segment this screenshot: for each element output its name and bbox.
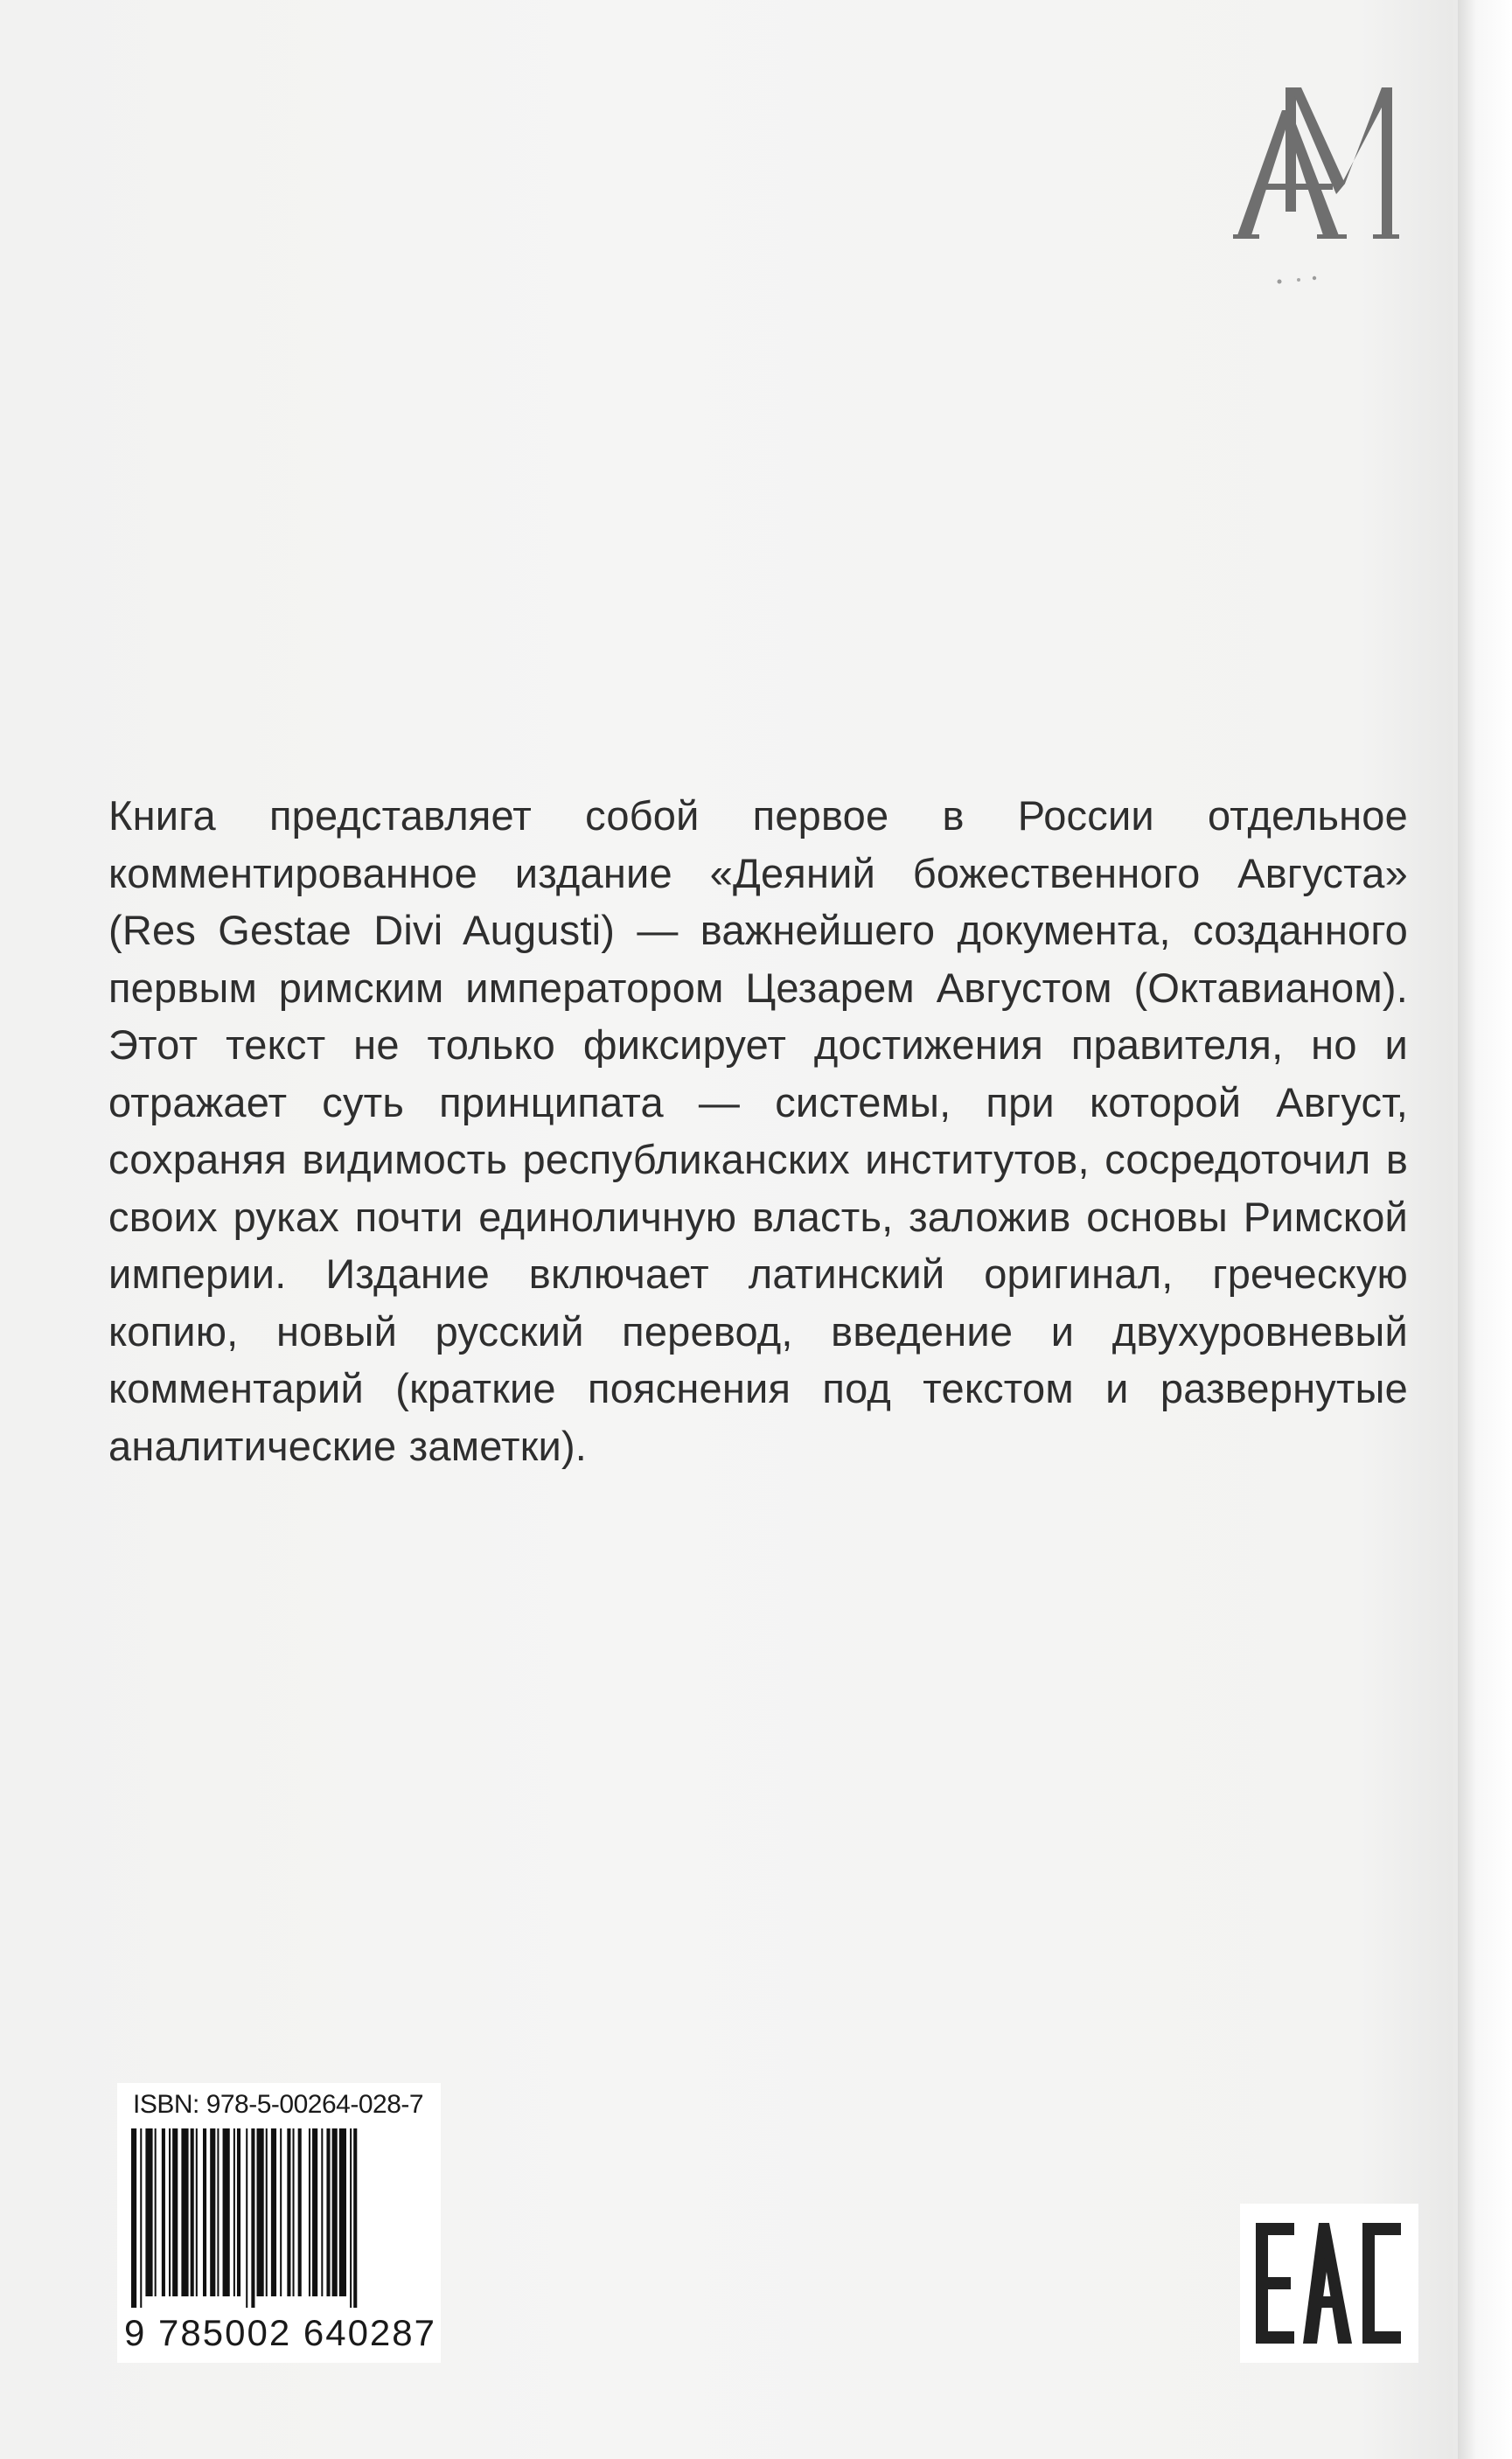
barcode-bar [237, 2128, 240, 2296]
barcode-bar [217, 2128, 219, 2296]
barcode-bar [203, 2128, 206, 2296]
barcode-bar [223, 2128, 230, 2296]
barcode-bar [246, 2128, 247, 2308]
barcode-bar [353, 2128, 357, 2308]
barcode-bar [350, 2128, 352, 2308]
monogram-am-icon [1233, 80, 1399, 247]
barcode-bar [280, 2128, 282, 2296]
cover-edge-shadow [1458, 0, 1512, 2459]
isbn-barcode-block [117, 2083, 441, 2363]
barcode-digits: 9 785002 640287 [124, 2312, 436, 2353]
barcode-bar [251, 2128, 254, 2308]
barcode-bar [266, 2128, 268, 2296]
book-annotation: Книга представляет собой первое в России отдельное комментированное издание «Деяний божественного Августа» (Res Gestae Divi Augusti) — важнейшего документа, созданного первым римским императором Цезарем Августом (Октавианом). Этот текст не только фиксирует достижения правителя, но и отражает суть принципата — системы, при которой Август, сохраняя видимость республиканских институтов, сосредоточил в своих руках почти единоличную власть, заложив основы Римской империи. Издание включает латинский оригинал, греческую копию, новый русский перевод, введение и двухуровневый комментарий (краткие пояснения под текстом и развернутые аналитические заметки). [108, 792, 1408, 1469]
barcode-bar [332, 2128, 338, 2296]
eac-certification-box [1240, 2204, 1418, 2363]
barcode-bar [298, 2128, 302, 2296]
barcode-bar [210, 2128, 215, 2296]
barcode-bar [339, 2128, 346, 2296]
barcode-bar [271, 2128, 276, 2296]
barcode-bar [196, 2128, 198, 2296]
barcode-bar [326, 2128, 330, 2296]
barcode-bar [162, 2128, 165, 2296]
barcode-bar [257, 2128, 264, 2296]
barcode-bar [233, 2128, 235, 2296]
barcode-bar [287, 2128, 290, 2296]
barcode-bar [145, 2128, 152, 2296]
print-specks [1272, 271, 1334, 289]
barcode-bar [191, 2128, 194, 2296]
barcode-bar [309, 2128, 310, 2296]
barcode-bar [140, 2128, 142, 2308]
barcode-bar [169, 2128, 171, 2296]
isbn-label: ISBN: 978-5-00264-028-7 [133, 2090, 424, 2119]
barcode-bar [321, 2128, 323, 2296]
eac-mark-icon [1254, 2219, 1404, 2347]
barcode-bar [293, 2128, 295, 2296]
barcode-bar [181, 2128, 188, 2296]
barcode-bar [131, 2128, 136, 2308]
barcode [129, 2128, 431, 2308]
barcode-bar [172, 2128, 178, 2296]
barcode-bar [155, 2128, 157, 2296]
barcode-bar [312, 2128, 317, 2296]
